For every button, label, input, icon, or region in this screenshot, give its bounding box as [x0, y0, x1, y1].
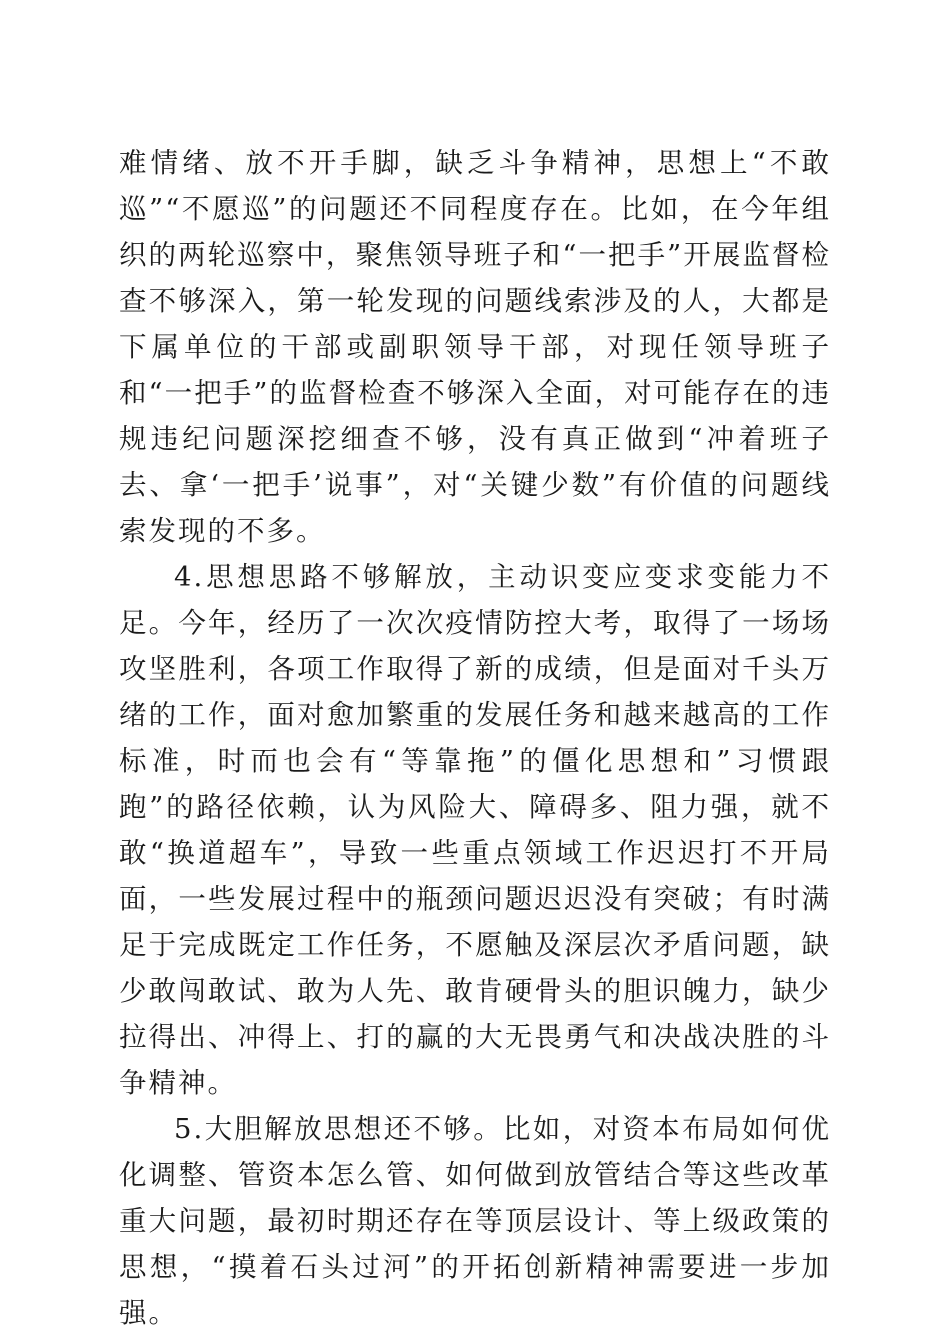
document-body [119, 140, 831, 1336]
paragraph-item-4: 4.思想思路不够解放，主动识变应变求变能力不足。今年，经历了一次次疫情防控大考，取得了一场场攻坚胜利，各项工作取得了新的成绩，但是面对千头万绪的工作，面对愈加繁重的发展任务和越来越高的工作标准，时而也会有“等靠拖”的僵化思想和”习惯跟跑”的路径依赖，认为风险大、障碍多、阻力强，就不敢“换道超车”，导致一些重点领域工作迟迟打不开局面，一些发展过程中的瓶颈问题迟迟没有突破；有时满足于完成既定工作任务，不愿触及深层次矛盾问题，缺少敢闯敢试、敢为人先、敢肯硬骨头的胆识魄力，缺少拉得出、冲得上、打的赢的大无畏勇气和决战决胜的斗争精神。 [119, 561, 831, 1099]
paragraph-continuation: 难情绪、放不开手脚，缺乏斗争精神，思想上“不敢巡”“不愿巡”的问题还不同程度存在。比如，在今年组织的两轮巡察中，聚焦领导班子和“一把手”开展监督检查不够深入，第一轮发现的问题线索涉及的人，大都是下属单位的干部或副职领导干部，对现任领导班子和“一把手”的监督检查不够深入全面，对可能存在的违规违纪问题深挖细查不够，没有真正做到“冲着班子去、拿‘一把手’说事”，对“关键少数”有价值的问题线索发现的不多。 [119, 147, 831, 547]
paragraph-item-5: 5.大胆解放思想还不够。比如，对资本布局如何优化调整、管资本怎么管、如何做到放管结合等这些改革重大问题，最初时期还存在等顶层设计、等上级政策的思想，“摸着石头过河”的开拓创新精神需要进一步加强。 [119, 1113, 831, 1329]
